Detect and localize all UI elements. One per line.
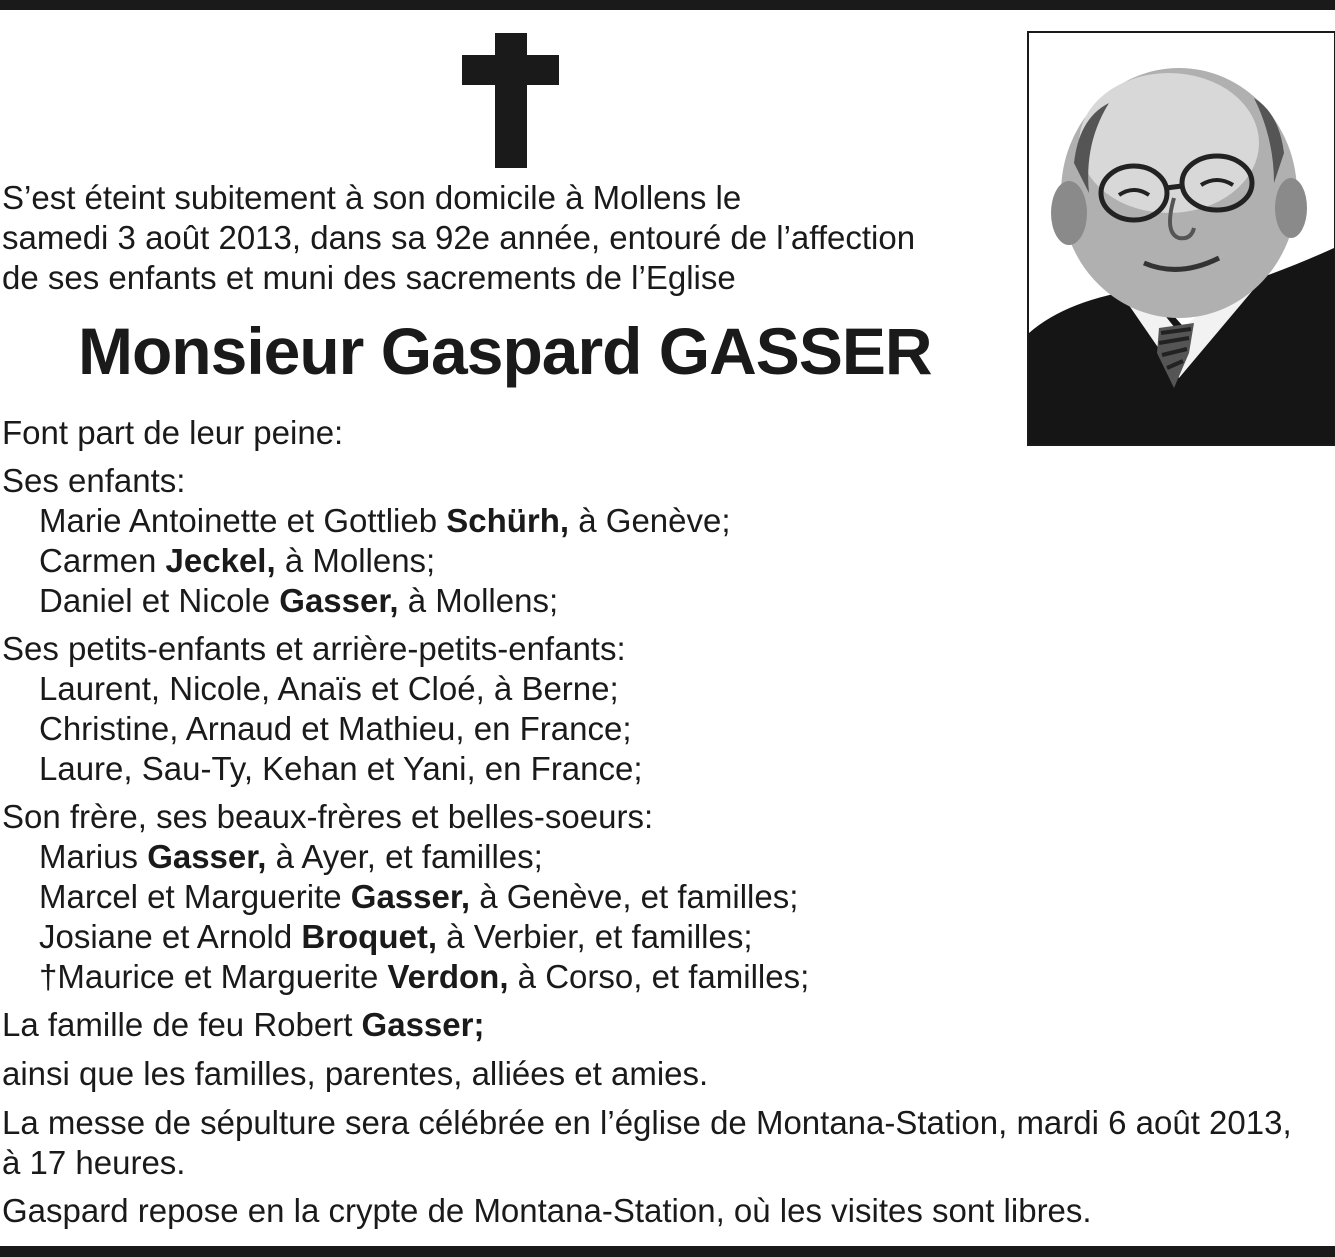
sibling-entry: Josiane et Arnold Broquet, à Verbier, et familles; xyxy=(39,918,753,955)
deceased-name: Monsieur Gaspard GASSER xyxy=(78,314,932,388)
intro-line-1: S’est éteint subitement à son domicile à Mollens le xyxy=(2,179,742,216)
grandchild-entry: Laure, Sau-Ty, Kehan et Yani, en France; xyxy=(39,750,643,787)
others-line: ainsi que les familles, parentes, alliées et amies. xyxy=(2,1055,709,1092)
sibling-entry: Marius Gasser, à Ayer, et familles; xyxy=(39,838,543,875)
child-entry: Daniel et Nicole Gasser, à Mollens; xyxy=(39,582,559,619)
grandchildren-heading: Ses petits-enfants et arrière-petits-enfants: xyxy=(2,630,626,667)
announce-label: Font part de leur peine: xyxy=(2,414,344,451)
child-entry: Carmen Jeckel, à Mollens; xyxy=(39,542,436,579)
mass-line-1: La messe de sépulture sera célébrée en l’église de Montana-Station, mardi 6 août 2013, xyxy=(2,1104,1292,1141)
siblings-heading: Son frère, ses beaux-frères et belles-soeurs: xyxy=(2,798,654,835)
children-heading: Ses enfants: xyxy=(2,462,186,499)
sibling-entry: †Maurice et Marguerite Verdon, à Corso, et familles; xyxy=(39,958,810,995)
bottom-rule xyxy=(0,1246,1335,1257)
rest-line: Gaspard repose en la crypte de Montana-Station, où les visites sont libres. xyxy=(2,1192,1092,1229)
portrait-photo xyxy=(1027,31,1335,446)
intro-line-2: samedi 3 août 2013, dans sa 92e année, entouré de l’affection xyxy=(2,219,916,256)
child-entry: Marie Antoinette et Gottlieb Schürh, à Genève; xyxy=(39,502,731,539)
late-family-line: La famille de feu Robert Gasser; xyxy=(2,1006,485,1043)
intro-line-3: de ses enfants et muni des sacrements de l’Eglise xyxy=(2,259,736,296)
mass-line-2: à 17 heures. xyxy=(2,1144,186,1181)
sibling-entry: Marcel et Marguerite Gasser, à Genève, et familles; xyxy=(39,878,799,915)
grandchild-entry: Christine, Arnaud et Mathieu, en France; xyxy=(39,710,632,747)
top-rule xyxy=(0,0,1335,10)
grandchild-entry: Laurent, Nicole, Anaïs et Cloé, à Berne; xyxy=(39,670,619,707)
